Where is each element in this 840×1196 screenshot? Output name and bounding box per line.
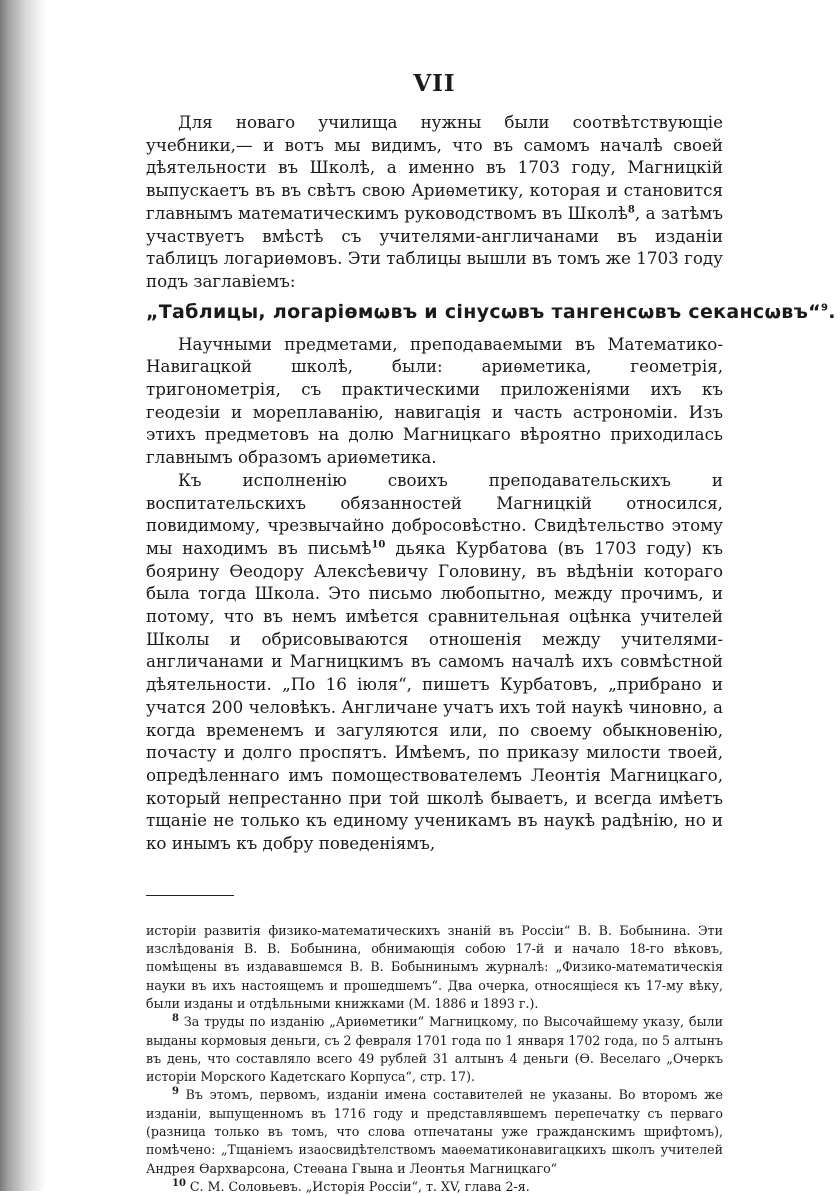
- paragraph-3-text-a: Къ исполненію своихъ преподавательскихъ и воспитательскихъ обязанностей Магницкій относился, повидимому, чрезвычайно добросовѣстно. Свидѣтельство этому мы находимъ въ письмѣ: [146, 469, 723, 558]
- footnote-10-mark: 10: [172, 1177, 186, 1189]
- footnote-ref-10: 10: [371, 539, 386, 551]
- footnote-ref-8: 8: [627, 204, 635, 216]
- main-text: [146, 111, 836, 855]
- book-page: [146, 70, 836, 1196]
- paragraph-3-text-b: дьяка Курбатова (въ 1703 году) къ боярину Ѳеодору Алексѣевичу Головину, въ вѣдѣніи котораго была тогда Школа. Это письмо любопытно, между прочимъ, и потому, что въ немъ имѣется сравнительная оцѣнка учителей Школы и обрисовываются отношенія между учителями-англичанами и Магницкимъ въ самомъ началѣ ихъ совмѣстной дѣятельности. „По 16 іюля“, пишетъ Курбатовъ, „прибрано и учатся 200 человѣкъ. Англичане учатъ ихъ той наукѣ чиновно, а когда временемъ и загуляются или, по своему обыкновенію, почасту и долго проспятъ. Имѣемъ, по приказу милости твоей, опредѣленнаго имъ помоществователемъ Леонтія Магницкаго, который непрестанно при той школѣ бываетъ, и всегда имѣетъ тщаніе не только къ единому ученикамъ въ наукѣ радѣнію, но и ко инымъ къ добру поведеніямъ,: [146, 537, 724, 854]
- footnotes: [146, 922, 723, 1196]
- footnote-divider: [146, 895, 234, 896]
- paragraph-1: [146, 111, 723, 293]
- footnote-8-mark: 8: [172, 1013, 179, 1025]
- footnote-ref-9: 9: [820, 302, 829, 314]
- footnote-9: [146, 1086, 723, 1177]
- footnote-9-mark: 9: [172, 1086, 179, 1098]
- footnote-10: [146, 1178, 723, 1196]
- paragraph-2: Научными предметами, преподаваемыми въ Математико-Навигацкой школѣ, были: ариѳметика, геометрія, тригонометрія, съ практическими приложеніями ихъ къ геодезіи и мореплаванію, навигація и часть астрономіи. Изъ этихъ предметовъ на долю Магницкаго вѣроятно приходилась главнымъ образомъ ариѳметика.: [146, 333, 723, 468]
- slavonic-title: [146, 299, 836, 325]
- slavonic-title-end: .: [828, 300, 836, 323]
- paragraph-1-text: Для новаго училища нужны были соотвѣтствующіе учебники,— и вотъ мы видимъ, что въ самомъ началѣ своей дѣятельности въ Школѣ, а именно въ 1703 году, Магницкій выпускаетъ въ въ свѣтъ свою Ариѳметику, которая и становится главнымъ математическимъ руководствомъ въ Школѣ: [146, 112, 723, 223]
- footnote-8-text: За труды по изданію „Ариѳметики“ Магницкому, по Высочайшему указу, были выданы кормовыя деньги, съ 2 февраля 1701 года по 1 января 1702 года, по 5 алтынъ въ день, что составляло всего 49 рублей 31 алтынъ 4 деньги (Ѳ. Веселаго „Очеркъ исторіи Морского Кадетскаго Корпуса“, стр. 17).: [146, 1014, 723, 1085]
- footnote-10-text: С. М. Соловьевъ. „Исторія Россіи“, т. XV, глава 2-я.: [185, 1178, 530, 1194]
- paragraph-3: [146, 469, 723, 855]
- footnote-8: [146, 1013, 723, 1086]
- page-number: VII: [413, 70, 456, 97]
- paragraph-1-continued: , а затѣмъ участвуетъ вмѣстѣ съ учителями-англичанами въ изданіи таблицъ логариѳмовъ. Эти таблицы вышли въ томъ же 1703 году подъ заглавіемъ:: [146, 202, 723, 291]
- footnote-continued: исторіи развитія физико-математическихъ знаній въ Россіи“ В. В. Бобынина. Эти изслѣдованія В. В. Бобынина, обнимающія собою 17-й и начало 18-го вѣковъ, помѣщены въ издававшемся В. В. Бобынинымъ журналѣ: „Физико-математическія науки въ ихъ настоящемъ и прошедшемъ“. Два очерка, относящіеся къ 17-му вѣку, были изданы и отдѣльными книжками (М. 1886 и 1893 г.).: [146, 922, 723, 1011]
- slavonic-title-text: „Таблицы, логаріѳмωвъ и сінусωвъ тангенсωвъ секансωвъ“: [146, 300, 821, 323]
- scan-shadow: [0, 0, 46, 1191]
- footnote-9-text: Въ этомъ, первомъ, изданіи имена составителей не указаны. Во второмъ же изданіи, выпущенномъ въ 1716 году и представлявшемъ перепечатку съ перваго (разница только въ томъ, что слова отпечатаны уже гражданскимъ шрифтомъ), помѣчено: „Тщаніемъ изаосвидѣтелствомъ маѳематиконавигацкихъ школъ учителей Андрея Ѳархварсона, Стеѳана Гвына и Леонтья Магницкаго“: [146, 1087, 723, 1176]
